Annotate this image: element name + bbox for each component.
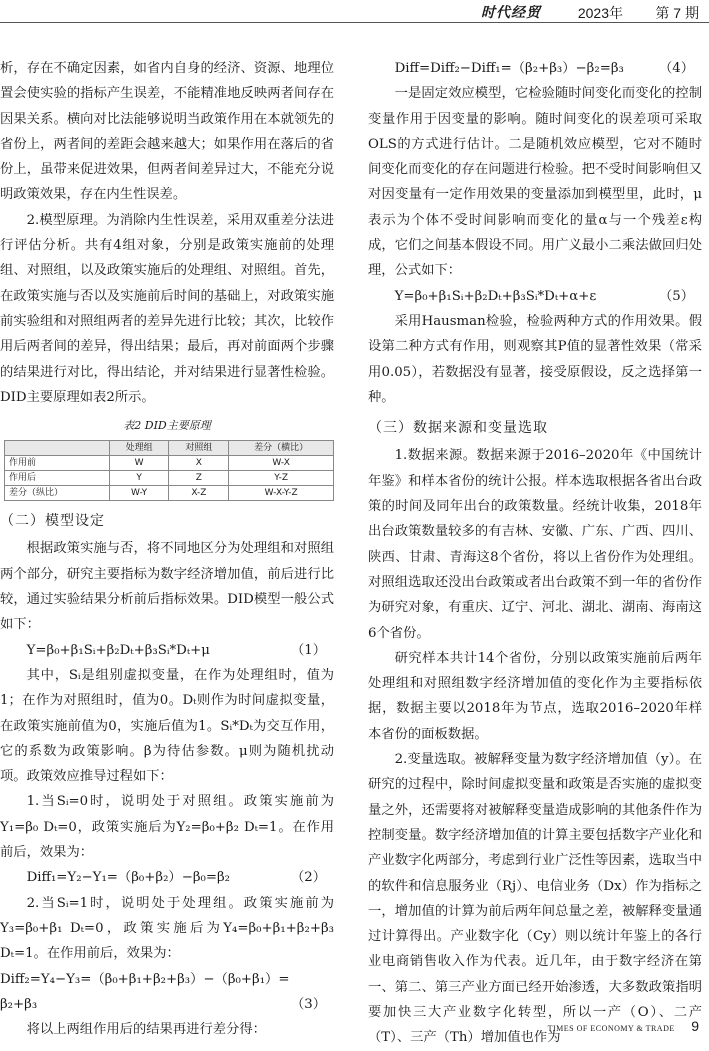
equation-number: （1）	[290, 642, 326, 658]
equation-5	[368, 284, 702, 309]
paragraph: 根据政策实施与否，将不同地区分为处理组和对照组两个部分，研究主要指标为数字经济增加值，前后进行比较，通过实验结果分析前后指标效果。DID模型一般公式如下：	[0, 541, 334, 633]
equation-number: （5）	[658, 288, 694, 304]
section-heading: （三）数据来源和变量选取	[368, 420, 548, 437]
issue-number: 第 7 期	[655, 5, 699, 21]
equation-text: Diff₁=Y₂−Y₁=（β₀+β₂）−β₀=β₂	[26, 870, 231, 886]
paragraph: 将以上两组作用后的结果再进行差分得：	[26, 1022, 266, 1038]
table-cell: 作用后	[5, 471, 110, 486]
right-column	[368, 56, 702, 1051]
table-cell: Z	[169, 471, 229, 486]
equation-text: β₂+β₃	[0, 996, 38, 1012]
section-heading: （二）模型设定	[0, 513, 105, 530]
table-header-cell	[5, 441, 110, 456]
left-column	[0, 56, 334, 1042]
table-header-cell: 对照组	[169, 441, 229, 456]
equation-1	[0, 638, 334, 663]
table-cell: W-Y	[109, 486, 169, 501]
equation-2	[0, 865, 334, 890]
paragraph: 研究样本共计14个省份，分别以政策实施前后两年处理组和对照组数字经济增加值的变化作为主要指标依据，数据主要以2018年为节点，选取2016–2020年样本省份的面板数据。	[368, 650, 702, 742]
page-number: 9	[691, 1018, 699, 1034]
paragraph: 析，存在不确定因素，如省内自身的经济、资源、地理位置会使实验的指标产生误差，不能精准地反映两者间存在因果关系。横向对比法能够说明当政策作用在本就领先的省份上，两者间的差距会越来越大；如果作用在落后的省份上，虽带来促进效果，但两者间差异过大，不能充分说明政策效果，存在内生性误差。	[0, 61, 334, 203]
table-cell: X	[169, 456, 229, 471]
paragraph: 2.当Sᵢ=1时，说明处于处理组。政策实施前为Y₃=β₀+β₁ Dₜ=0，政策实施后为Y₄=β₀+β₁+β₂+β₃ Dₜ=1。在作用前后，效果为：	[0, 895, 334, 962]
paragraph: 一是固定效应模型，它检验随时间变化而变化的控制变量作用于因变量的影响。随时间变化的误差项可采取OLS的方式进行估计。二是随机效应模型，它对不随时间变化而变化的存在问题进行检验。把不受时间影响但又对因变量有一定作用效果的变量添加到模型里，此时，μ表示为个体不受时间影响而变化的量α与一个残差ε构成，它们之间基本假设不同。用广义最小二乘法做回归处理，公式如下：	[368, 86, 702, 279]
equation-4	[368, 56, 702, 81]
table-row	[5, 486, 334, 501]
paragraph: 2.变量选取。被解释变量为数字经济增加值（y）。在研究的过程中，除时间虚拟变量和政策是否实施的虚拟变量之外，还需要将对被解释变量造成影响的其他条件作为控制变量。数字经济增加值的计算主要包括数字产业化和产业数字化两部分，考虑到行业广泛性等因素，选取当中的软件和信息服务业（Rj）、电信业务（Dx）作为指标之一，增加值的计算为前后两年间总量之差，被解释变量通过计算得出。产业数字化（Cy）则以统计年鉴上的各行业电商销售收入作为代表。近几年，由于数字经济在第一、第二、第三产业方面已经开始渗透，大多数政策指明要加快三大产业数字化转型，所以一产（O）、二产（T）、三产（Th）增加值也作为	[368, 752, 702, 1046]
table-cell: W-X-Y-Z	[229, 486, 334, 501]
table-cell: 作用前	[5, 456, 110, 471]
equation-number: （4）	[658, 61, 694, 76]
paragraph: 1.当Sᵢ=0时，说明处于对照组。政策实施前为Y₁=β₀ Dₜ=0，政策实施后为Y₂=β₀+β₂ Dₜ=1。在作用前后，效果为：	[0, 794, 334, 861]
paragraph: 2.模型原理。为消除内生性误差，采用双重差分法进行评估分析。共有4组对象，分别是政策实施前的处理组、对照组，以及政策实施后的处理组、对照组。首先，在政策实施与否以及实施前后时间的基础上，对政策实施前实验组和对照组两者的差异先进行比较；其次，比较作用后两者间的差异，得出结果；最后，再对前面两个步骤的结果进行对比，得出结论，并对结果进行显著性检验。DID主要原理如表2所示。	[0, 212, 334, 405]
equation-text: Diff=Diff₂−Diff₁=（β₂+β₃）−β₂=β₃	[394, 61, 624, 76]
equation-3	[0, 967, 334, 992]
page-footer	[548, 1018, 699, 1036]
equation-number: （2）	[290, 870, 326, 886]
did-table	[4, 440, 334, 501]
equation-number: （3）	[290, 996, 326, 1012]
header-rule	[0, 22, 709, 23]
equation-text: Diff₂=Y₄−Y₃=（β₀+β₁+β₂+β₃）−（β₀+β₁）=	[0, 971, 290, 987]
paragraph: 采用Hausman检验，检验两种方式的作用效果。假设第二种方式有作用，则观察其P值的显著性效果（常采用0.05），若数据没有显著，接受原假设，反之选择第一种。	[368, 313, 702, 405]
table-header-cell: 差分（横比）	[229, 441, 334, 456]
paragraph: 1.数据来源。数据来源于2016–2020年《中国统计年鉴》和样本省份的统计公报。样本选取根据各省出台政策的时间及同年出台的政策数量。经统计收集，2018年出台政策数量较多的有吉林、安徽、广东、广西、四川、陕西、甘肃、青海这8个省份，将以上省份作为处理组。对照组选取还没出台政策或者出台政策不到一年的省份作为研究对象，有重庆、辽宁、河北、湖北、湖南、海南这6个省份。	[368, 448, 702, 641]
table-row	[5, 456, 334, 471]
equation-3-cont	[0, 992, 334, 1017]
journal-brand: 时代经贸	[481, 5, 541, 21]
table-header-row	[5, 441, 334, 456]
table-header-cell: 处理组	[109, 441, 169, 456]
magazine-name: TIMES OF ECONOMY & TRADE	[547, 1024, 675, 1033]
table-cell: Y-Z	[229, 471, 334, 486]
issue-year: 2023年	[577, 5, 623, 21]
table-cell: X-Z	[169, 486, 229, 501]
page-header	[0, 0, 709, 22]
equation-text: Y=β₀+β₁Sᵢ+β₂Dₜ+β₃Sᵢ*Dₜ+μ	[26, 642, 210, 658]
table-cell: Y	[109, 471, 169, 486]
table-cell: W-X	[229, 456, 334, 471]
table-row	[5, 471, 334, 486]
table-cell: 差分（纵比）	[5, 486, 110, 501]
table-caption: 表2 DID主要原理	[123, 419, 211, 433]
equation-text: Y=β₀+β₁Sᵢ+β₂Dₜ+β₃Sᵢ*Dₜ+α+ε	[394, 288, 597, 304]
paragraph: 其中，Sᵢ是组别虚拟变量，在作为处理组时，值为1；在作为对照组时，值为0。Dₜ则作为时间虚拟变量，在政策实施前值为0，实施后值为1。Sᵢ*Dₜ为交互作用，它的系数为政策影响。β为待估参数。μ则为随机扰动项。政策效应推导过程如下：	[0, 667, 334, 785]
table-cell: W	[109, 456, 169, 471]
